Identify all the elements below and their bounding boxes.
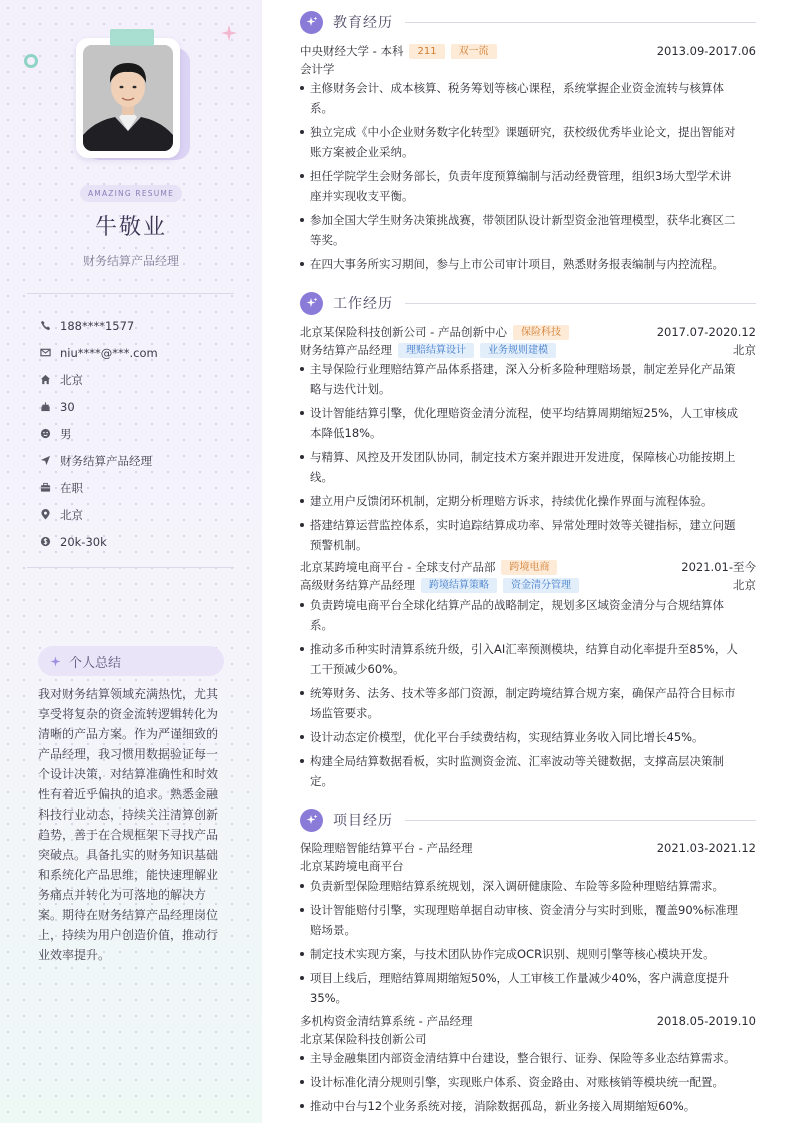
- section-title: 工作经历: [333, 296, 393, 312]
- sparkle-icon: [306, 297, 318, 309]
- mail-icon: [40, 347, 51, 358]
- summary-line: 清晰的产品方案。作为严谨细致的: [38, 727, 219, 742]
- company-name: 北京某保险科技创新公司 - 产品创新中心: [300, 325, 507, 339]
- summary-line: 个设计决策，对结算准确性和时效: [38, 767, 219, 782]
- list-item: 制定技术实现方案，与技术团队协作完成OCR识别、规则引擎等核心模块开发。: [300, 944, 756, 964]
- position-tag: 业务规则建模: [480, 343, 556, 358]
- summary-line: 趋势，善于在合规框架下寻找产品: [38, 827, 219, 842]
- list-item: 构建全局结算数据看板，实时监测资金流、汇率波动等关键数据，支撑高层决策制 定。: [300, 751, 756, 791]
- project-entry: [300, 1012, 756, 1048]
- list-item: 参加全国大学生财务决策挑战赛，带领团队设计新型资金池管理模型，获华北赛区二 等奖。: [300, 210, 756, 250]
- main-content: [300, 0, 756, 1113]
- avatar-photo: [83, 45, 173, 151]
- info-location: [40, 501, 240, 528]
- project-date: 2021.03-2021.12: [656, 841, 756, 855]
- decor-ring-icon: [24, 54, 38, 68]
- position-title: 高级财务结算产品经理: [300, 578, 415, 592]
- major: 会计学: [300, 62, 335, 76]
- position-tag: 跨境结算策略: [421, 578, 497, 593]
- education-date: 2013.09-2017.06: [656, 44, 756, 58]
- work-date: 2017.07-2020.12: [656, 325, 756, 339]
- salary-icon: [40, 536, 51, 547]
- project-name: 保险理赔智能结算平台 - 产品经理: [300, 841, 473, 855]
- list-item: 与精算、风控及开发团队协同，制定技术方案并跟进开发进度，保障核心功能按期上 线。: [300, 447, 756, 487]
- summary-line: 案。期待在财务结算产品经理岗位: [38, 908, 219, 923]
- sparkle-decor-icon: [220, 24, 238, 42]
- list-item: 主导保险行业理赔结算产品体系搭建，深入分析多险种理赔场景，制定差异化产品策 略与迭代计划。: [300, 359, 756, 399]
- school-name: 中央财经大学 - 本科: [300, 44, 404, 58]
- resume-badge: AMAZING RESUME: [80, 185, 182, 202]
- school-tag: 211: [409, 44, 444, 59]
- info-phone: [40, 312, 240, 339]
- sparkle-icon: [50, 656, 61, 667]
- list-item: 设计动态定价模型，优化平台手续费结构，实现结算业务收入同比增长45%。: [300, 727, 756, 747]
- contact-info-list: [40, 312, 240, 555]
- list-item: 独立完成《中小企业财务数字化转型》课题研究，获校级优秀毕业论文，提出智能对 账方案被企业采纳。: [300, 122, 756, 162]
- work-entry: [300, 323, 756, 359]
- section-title: 教育经历: [333, 15, 393, 31]
- info-target-role: [40, 447, 240, 474]
- list-item: 推动中台与12个业务系统对接，消除数据孤岛，新业务接入周期缩短60%。: [300, 1096, 756, 1116]
- section-title: 项目经历: [333, 813, 393, 829]
- info-text: 北京: [60, 507, 83, 522]
- work-date: 2021.01-至今: [681, 560, 756, 574]
- info-salary: [40, 528, 240, 555]
- summary-header: [38, 646, 224, 676]
- sparkle-icon: [306, 814, 318, 826]
- list-item: 建立用户反馈闭环机制，定期分析理赔方诉求，持续优化操作界面与流程体验。: [300, 491, 756, 511]
- school-tag: 双一流: [451, 44, 497, 59]
- section-education-header: [300, 10, 756, 34]
- section-projects-header: [300, 808, 756, 832]
- summary-line: 享受将复杂的资金流转逻辑转化为: [38, 707, 219, 722]
- list-item: 主导金融集团内部资金清结算中台建设，整合银行、证券、保险等多业态结算需求。: [300, 1048, 756, 1068]
- summary-line: 产品经理，我习惯用数据验证每一: [38, 747, 219, 762]
- work-city: 北京: [733, 578, 756, 592]
- info-home: [40, 366, 240, 393]
- position-title: 财务结算产品经理: [300, 343, 392, 357]
- list-item: 统筹财务、法务、技术等多部门资源，制定跨境结算合规方案，确保产品符合目标市 场监管要求。: [300, 683, 756, 723]
- project-entry: [300, 839, 756, 875]
- location-icon: [40, 509, 51, 520]
- summary-line: 务痛点并转化为可落地的解决方: [38, 887, 207, 902]
- list-item: 搭建结算运营监控体系，实时追踪结算成功率、异常处理时效等关键指标，建立问题 预警机制。: [300, 515, 756, 555]
- summary-line: 上，持续为用户创造价值，推动行: [38, 928, 219, 943]
- position-tag: 理赔结算设计: [398, 343, 474, 358]
- avatar: [76, 38, 188, 160]
- info-status: [40, 474, 240, 501]
- phone-icon: [40, 320, 51, 331]
- sidebar-divider: [27, 293, 234, 294]
- info-text: 188****1577: [60, 318, 135, 333]
- info-text: 30: [60, 399, 75, 414]
- list-item: 担任学院学生会财务部长，负责年度预算编制与活动经费管理，组织3场大型学术讲 座并实现收支平衡。: [300, 166, 756, 206]
- list-item: 设计智能赔付引擎，实现理赔单据自动审核、资金清分与实时到账，覆盖90%标准理 赔场景。: [300, 900, 756, 940]
- list-item: 设计智能结算引擎，优化理赔资金清分流程，使平均结算周期缩短25%，人工审核成 本降低18%。: [300, 403, 756, 443]
- project-name: 多机构资金清结算系统 - 产品经理: [300, 1014, 473, 1028]
- info-gender: [40, 420, 240, 447]
- summary-text: [38, 684, 220, 965]
- company-tag: 跨境电商: [501, 560, 557, 575]
- send-icon: [40, 455, 51, 466]
- company-tag: 保险科技: [513, 325, 569, 340]
- candidate-role: 财务结算产品经理: [82, 254, 179, 268]
- sidebar-divider: [27, 567, 234, 568]
- summary-line: 科技行业动态，持续关注清算创新: [38, 807, 219, 822]
- list-item: 设计标准化清分规则引擎，实现账户体系、资金路由、对账核销等模块统一配置。: [300, 1072, 756, 1092]
- home-icon: [40, 374, 51, 385]
- sparkle-icon: [306, 16, 318, 28]
- info-email: [40, 339, 240, 366]
- position-tag: 资金清分管理: [503, 578, 579, 593]
- info-text: niu****@***.com: [60, 345, 158, 360]
- info-text: 财务结算产品经理: [60, 453, 152, 468]
- company-name: 北京某跨境电商平台 - 全球支付产品部: [300, 560, 496, 574]
- info-text: 北京: [60, 372, 83, 387]
- work-entry: [300, 558, 756, 594]
- summary-title: 个人总结: [69, 655, 122, 671]
- candidate-name: 牛敬业: [94, 215, 167, 240]
- list-item: 项目上线后，理赔结算周期缩短50%，人工审核工作量减少40%，客户满意度提升 35%。: [300, 968, 756, 1008]
- list-item: 在四大事务所实习期间，参与上市公司审计项目，熟悉财务报表编制与内控流程。: [300, 254, 756, 274]
- info-text: 20k-30k: [60, 534, 107, 549]
- summary-line: 性有着近乎偏执的追求。熟悉金融: [38, 787, 219, 802]
- summary-line: 业效率提升。: [38, 948, 111, 963]
- list-item: 推动多币种实时清算系统升级，引入AI汇率预测模块，结算自动化率提升至85%，人 工干预减少60%。: [300, 639, 756, 679]
- list-item: 负责跨境电商平台全球化结算产品的战略制定，规划多区域资金清分与合规结算体 系。: [300, 595, 756, 635]
- briefcase-icon: [40, 482, 51, 493]
- summary-line: 突破点。具备扎实的财务知识基础: [38, 847, 219, 862]
- list-item: 负责新型保险理赔结算系统规划，深入调研健康险、车险等多险种理赔结算需求。: [300, 876, 756, 896]
- info-age: [40, 393, 240, 420]
- work-city: 北京: [733, 343, 756, 357]
- list-item: 主修财务会计、成本核算、税务筹划等核心课程，系统掌握企业资金流转与核算体 系。: [300, 78, 756, 118]
- info-text: 男: [60, 426, 72, 441]
- section-work-header: [300, 291, 756, 315]
- project-date: 2018.05-2019.10: [656, 1014, 756, 1028]
- summary-line: 我对财务结算领域充满热忱，尤其: [38, 687, 219, 701]
- cake-icon: [40, 401, 51, 412]
- summary-line: 和系统化产品思维，能快速理解业: [38, 867, 219, 882]
- sidebar: [0, 0, 262, 1123]
- project-org: 北京某保险科技创新公司: [300, 1032, 427, 1046]
- info-text: 在职: [60, 480, 83, 495]
- photo-tape: [110, 29, 154, 46]
- project-org: 北京某跨境电商平台: [300, 859, 404, 873]
- education-entry: [300, 42, 756, 78]
- gender-icon: [40, 428, 51, 439]
